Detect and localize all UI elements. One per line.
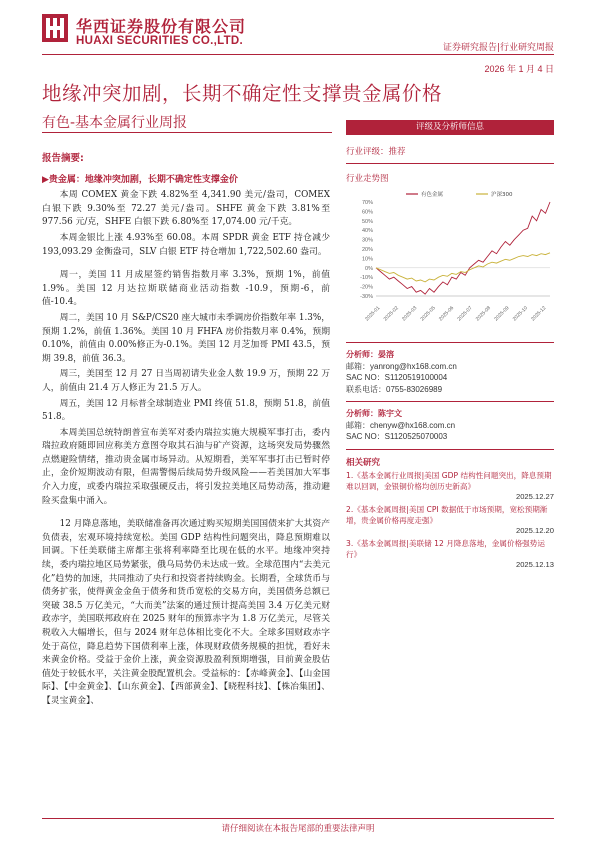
- summary-paragraph: 本周金银比上涨 4.93%至 60.08。本周 SPDR 黄金 ETF 持仓减少 193,093.29 金衡盎司，SLV 白银 ETF 持仓增加 1,722,502.60 盎司。: [42, 232, 330, 257]
- related-report-date: 2025.12.20: [515, 525, 554, 535]
- analyst-email[interactable]: 邮箱：yanrong@hx168.com.cn: [346, 361, 457, 371]
- series-line: [376, 253, 550, 282]
- y-tick-label: 40%: [361, 228, 373, 235]
- analyst-name: 分析师：陈宇文: [346, 409, 402, 418]
- y-tick-label: 70%: [361, 200, 373, 206]
- company-name-cn: 华西证券股份有限公司: [76, 17, 247, 36]
- y-tick-label: 50%: [361, 218, 373, 225]
- x-tick-label: 2025-10: [511, 305, 529, 323]
- analyst-sac: SAC NO：S1120525070003: [346, 432, 448, 441]
- trend-chart-svg: [346, 188, 554, 336]
- summary-paragraph: 本周 COMEX 黄金下跌 4.82%至 4,341.90 美元/盎司，COMEX 白银下跌 9.30%至 72.27 美元/盎司。SHFE 黄金下跌 3.81%至 977.56 元/克，SHFE 白银下跌 6.80%至 17,074.00 元/千克。: [42, 190, 330, 228]
- legend-label: 沪深300: [491, 192, 513, 198]
- x-tick-label: 2025-06: [437, 305, 456, 323]
- rating-bar: 评级及分析师信息: [346, 120, 554, 135]
- y-tick-label: 10%: [361, 256, 373, 263]
- analyst-block-1: [346, 349, 554, 395]
- company-name-en: HUAXI SECURITIES CO.,LTD.: [76, 35, 244, 47]
- report-type: 证券研究报告|行业研究周报: [442, 43, 554, 53]
- y-tick-label: 60%: [361, 209, 373, 216]
- x-tick-label: 2025-12: [530, 305, 548, 323]
- x-tick-label: 2025-05: [419, 305, 437, 323]
- related-report[interactable]: 2.《基本金属周报|美国 CPI 数据低于市场预期，宽松预期渐增，贵金属价格再度走强》: [346, 504, 548, 525]
- legend-label: 有色金属: [421, 192, 444, 198]
- header-divider: [42, 54, 554, 55]
- x-tick-label: 2025-02: [382, 305, 400, 323]
- rating-divider: [346, 163, 554, 164]
- related-divider: [346, 449, 554, 450]
- y-tick-label: 20%: [361, 247, 373, 253]
- page-subtitle: 有色-基本金属行业周报: [42, 115, 188, 131]
- chart-divider: [346, 342, 554, 343]
- related-heading: 相关研究: [346, 457, 381, 468]
- analyst-email[interactable]: 邮箱：chenyw@hx168.com.cn: [346, 420, 456, 430]
- huaxi-logo-icon: [42, 14, 68, 42]
- related-report[interactable]: 1.《基本金属行业周报|美国 GDP 结构性问题突出，降息预期难以回调，金银铜价格均创历史新高》: [346, 470, 552, 491]
- subtitle-divider: [42, 132, 332, 133]
- analyst-name: 分析师：晏溶: [346, 350, 394, 359]
- sidebar: [346, 120, 554, 572]
- y-tick-label: -30%: [360, 294, 373, 300]
- related-report[interactable]: 3.《基本金属周报|美联储 12 月降息落地，金属价格强势运行》: [346, 538, 545, 559]
- x-tick-label: 2025-07: [456, 305, 474, 323]
- summary-paragraph: 12 月降息落地，美联储准备再次通过购买短期美国国债来扩大其资产负债表，宏观环境持续宽松。美国 GDP 结构性问题突出，降息预期难以回调。下任美联储主席都主张将利率降至比现在低的水平。地缘冲突持续，委内瑞拉地区局势紧张，俄乌局势仍未达成一致。全球范围内“去美元化”趋势的加速，共同推动了央行和投资者持续购金。长期看，全球货币与债务扩张，使得黄金金鱼于债务和货币宽松的交易方向，美国债务总额已突破 38.5 万亿美元，“大而美”法案的通过预计提高美国 3.4 万亿美元财政赤字，美国联邦政府在 2025 财年的预算赤字为 1.8 万亿美元，尽管关税收入大幅增长，但与 2024 财年总体相比变化不大。全球多国财政赤字处于高位，降息趋势下国债利率上涨，体现财政债务规模的担忧，看好未来黄金价格。受益于金价上涨，黄金资源股盈利预期增强，目前黄金股估值处于较低水平，关注黄金股配置机会。受益标的：【赤峰黄金】、【山金国际】、【中金黄金】、【山东黄金】、【西部黄金】、【晓程科技】、【株冶集团】、【灵宝黄金】、: [42, 519, 330, 706]
- x-tick-label: 2025-03: [401, 305, 419, 323]
- report-date: 2026 年 1 月 4 日: [484, 64, 554, 74]
- summary-paragraph: 周三，美国至 12 月 27 日当周初请失业金人数 19.9 万，预期 22 万人，前值由 21.4 万人修正为 21.5 万人。: [42, 369, 330, 393]
- summary-paragraph: 周一，美国 11 月成屋签约销售指数月率 3.3%，预期 1%，前值 1.9%。美国 12 月达拉斯联储商业活动指数 -10.9，预期-6，前值-10.4。: [42, 270, 330, 308]
- analyst-block-2: [346, 408, 554, 443]
- summary-bullet: ▶贵金属：地缘冲突加剧，长期不确定性支撑金价: [42, 174, 238, 185]
- x-tick-label: 2025-09: [493, 305, 511, 323]
- footer-divider: [42, 818, 554, 819]
- analyst-phone: 联系电话：0755-83026989: [346, 384, 443, 394]
- x-tick-label: 2025-01: [364, 305, 382, 323]
- series-line: [376, 202, 550, 294]
- y-tick-label: 30%: [361, 237, 373, 244]
- x-tick-label: 2025-08: [474, 305, 493, 323]
- y-tick-label: 0%: [365, 265, 373, 272]
- analyst-sac: SAC NO：S1120519100004: [346, 373, 448, 382]
- analyst-divider: [346, 401, 554, 402]
- industry-rating: 行业评级：推荐: [346, 147, 406, 157]
- summary-heading: 报告摘要:: [42, 153, 84, 164]
- trend-chart: [346, 188, 554, 336]
- related-report-date: 2025.12.27: [515, 491, 554, 501]
- summary-paragraph: 周五，美国 12 月标普全球制造业 PMI 终值 51.8，预期 51.8，前值 51.8。: [42, 398, 330, 423]
- y-tick-label: -20%: [360, 284, 373, 291]
- summary-column: [42, 152, 330, 711]
- page-title: 地缘冲突加剧，长期不确定性支撑贵金属价格: [42, 82, 443, 105]
- y-tick-label: -10%: [360, 275, 373, 282]
- footer-disclaimer[interactable]: 请仔细阅读在本报告尾部的重要法律声明: [221, 824, 375, 834]
- related-report-date: 2025.12.13: [515, 559, 554, 569]
- chart-title: 行业走势图: [346, 174, 389, 184]
- summary-paragraph: 周二，美国 10 月 S&P/CS20 座大城市未季调房价指数年率 1.3%，预期 1.2%，前值 1.36%。美国 10 月 FHFA 房价指数月率 0.4%，预期 0.10%，前值由 0.00%修正为-0.1%。美国 12 月芝加哥 PMI 43.5，预期 39.8，前值 36.3。: [42, 312, 330, 364]
- summary-paragraph: 本周美国总统特朗普宣布美军对委内瑞拉实施大规模军事打击，委内瑞拉政府随即回应称美方意图夺取其石油与矿产资源，这场突发局势骤然点燃避险情绪，推动贵金属市场异动。从短期看，美军军事打击已暂时停止，金价短期波动有限，但需警惕后续局势升级风险——若美国加大军事介入力度，或委内瑞拉采取强硬反击，将引发拉美地区局势动荡，推动避险买盘集中涌入。: [42, 427, 330, 506]
